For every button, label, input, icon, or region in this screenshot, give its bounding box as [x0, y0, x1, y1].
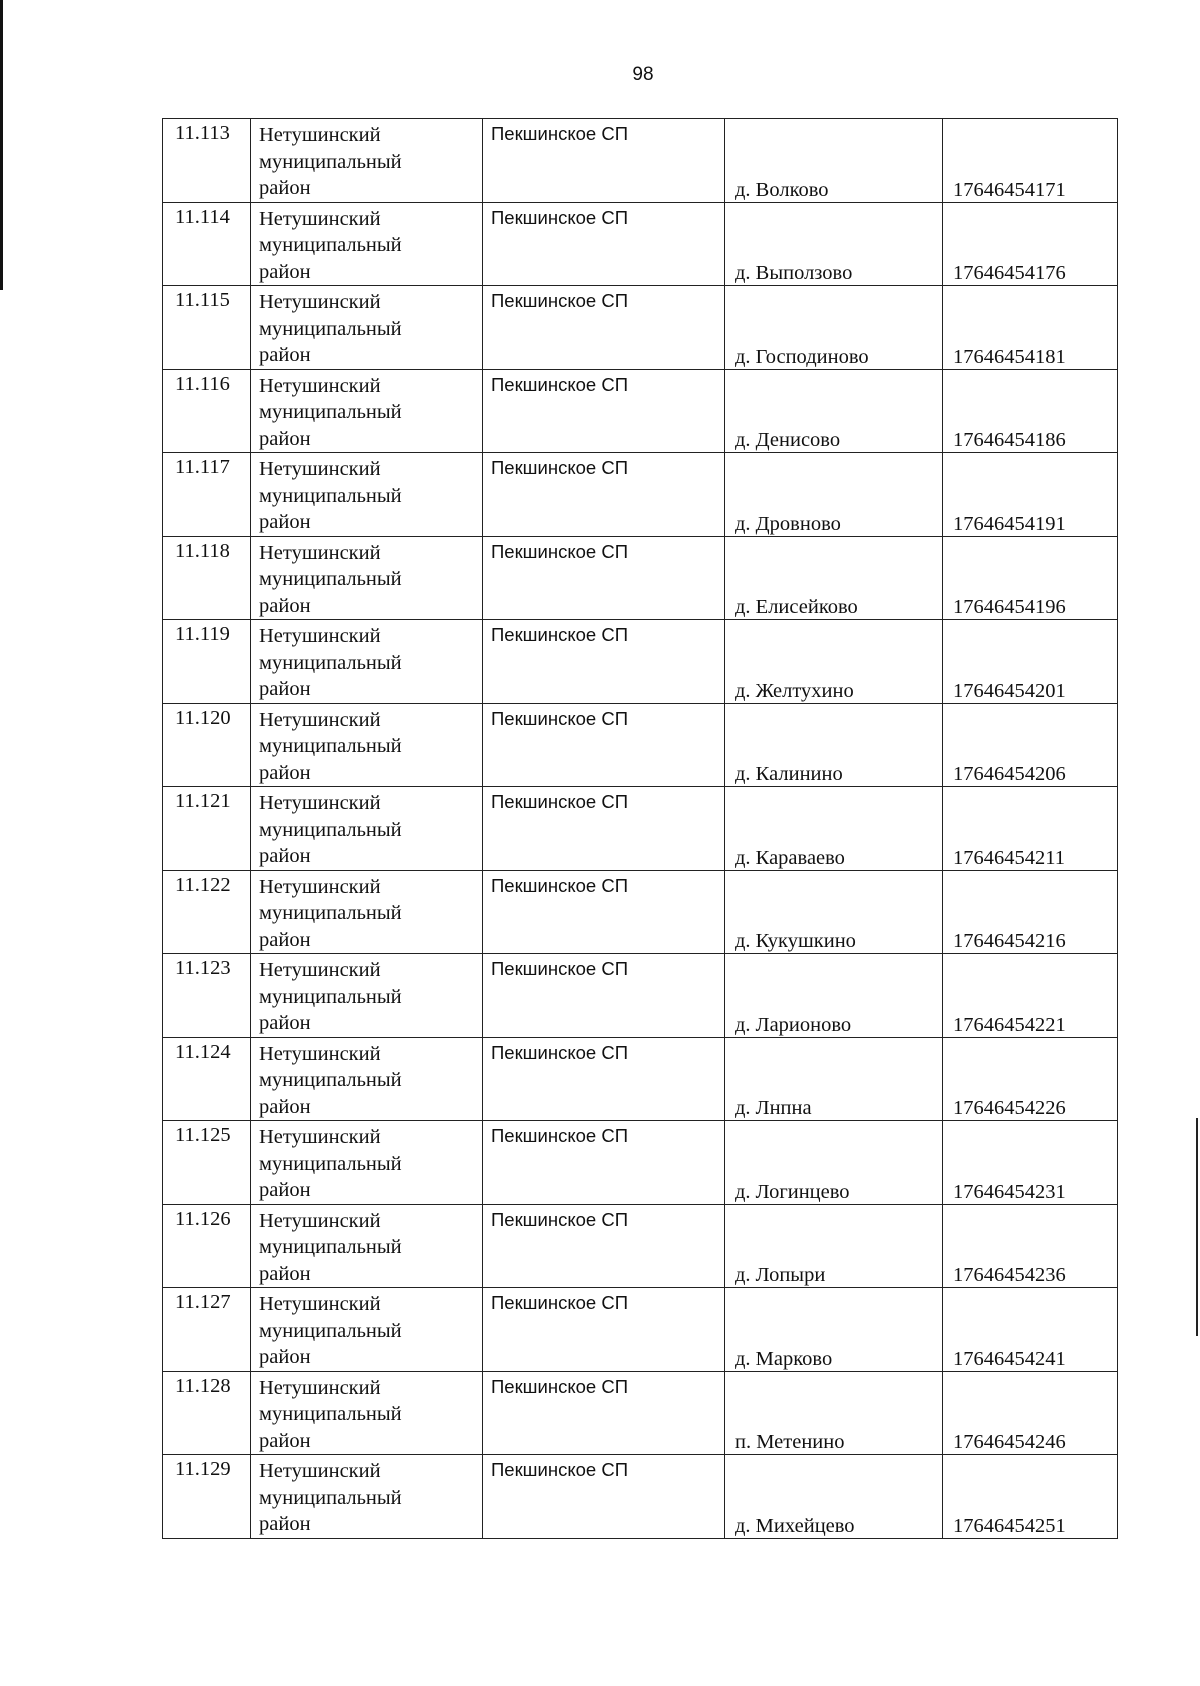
district-name-line: Нетушинский	[259, 1209, 381, 1232]
district-cell	[251, 286, 483, 370]
district-name-line: Нетушинский	[259, 875, 381, 898]
district-name-line: муниципальный	[259, 568, 402, 590]
oktmo-code: 17646454206	[953, 763, 1066, 785]
district-name	[251, 119, 482, 202]
settlement-name: Пекшинское СП	[491, 1459, 628, 1480]
district-name-line: Нетушинский	[259, 458, 381, 480]
district-name-line: район	[259, 1262, 311, 1285]
district-name-line: Нетушинский	[259, 541, 381, 564]
district-name-line: район	[259, 177, 311, 199]
district-name	[251, 286, 482, 369]
row-number: 11.124	[175, 1040, 231, 1063]
table-row	[163, 1204, 1118, 1288]
district-name	[251, 370, 482, 453]
settlement-name: Пекшинское СП	[491, 1125, 628, 1146]
oktmo-code-cell	[943, 202, 1118, 286]
district-name-line: район	[259, 1429, 311, 1452]
district-cell	[251, 787, 483, 871]
locality-cell	[725, 1204, 943, 1288]
locality-name: д. Калинино	[735, 763, 843, 785]
locality-cell	[725, 119, 943, 203]
district-name-line: муниципальный	[259, 484, 402, 507]
oktmo-code-cell	[943, 1455, 1118, 1539]
settlement-cell	[483, 202, 725, 286]
oktmo-code: 17646454191	[953, 512, 1066, 535]
district-name-line: муниципальный	[259, 317, 402, 340]
locality-cell	[725, 1371, 943, 1455]
row-number-cell	[163, 620, 251, 704]
row-number: 11.119	[175, 623, 230, 645]
settlement-name: Пекшинское СП	[491, 874, 628, 896]
oktmo-code: 17646454251	[953, 1514, 1066, 1537]
row-number-cell	[163, 1037, 251, 1121]
table-row	[163, 369, 1118, 453]
settlement-cell	[483, 453, 725, 537]
row-number-cell	[163, 1288, 251, 1372]
row-number: 11.128	[175, 1374, 231, 1397]
settlement-name: Пекшинское СП	[491, 1292, 628, 1313]
district-name-line: район	[259, 1179, 311, 1201]
settlement-name: Пекшинское СП	[491, 290, 628, 311]
oktmo-code: 17646454176	[953, 262, 1066, 284]
oktmo-code: 17646454221	[953, 1013, 1066, 1036]
oktmo-code-cell	[943, 620, 1118, 704]
district-name	[251, 203, 482, 286]
district-name	[251, 1038, 482, 1121]
table-row	[163, 870, 1118, 954]
district-name-line: Нетушинский	[259, 207, 381, 230]
district-name-line: муниципальный	[259, 1069, 402, 1091]
district-name-line: муниципальный	[259, 735, 402, 757]
locality-name: д. Марково	[735, 1347, 833, 1370]
district-name-line: муниципальный	[259, 985, 402, 1008]
district-cell	[251, 536, 483, 620]
district-name-line: муниципальный	[259, 1403, 402, 1425]
table-row	[163, 703, 1118, 787]
table-row	[163, 1121, 1118, 1205]
district-name-line: район	[259, 928, 311, 951]
oktmo-code: 17646454196	[953, 596, 1066, 618]
oktmo-code-cell	[943, 954, 1118, 1038]
oktmo-code-cell	[943, 119, 1118, 203]
locality-registry-table	[162, 118, 1118, 1539]
row-number: 11.122	[175, 873, 231, 896]
oktmo-code: 17646454236	[953, 1264, 1066, 1286]
row-number-cell	[163, 870, 251, 954]
settlement-cell	[483, 703, 725, 787]
locality-cell	[725, 703, 943, 787]
locality-cell	[725, 536, 943, 620]
locality-cell	[725, 453, 943, 537]
scan-edge-mark	[0, 0, 3, 290]
district-name	[251, 1205, 482, 1288]
locality-name: д. Лнпна	[735, 1097, 812, 1119]
district-name	[251, 1121, 482, 1204]
district-cell	[251, 1204, 483, 1288]
page-number: 98	[632, 64, 654, 85]
table-row	[163, 286, 1118, 370]
district-name-line: Нетушинский	[259, 708, 381, 731]
row-number-cell	[163, 202, 251, 286]
oktmo-code-cell	[943, 703, 1118, 787]
oktmo-code: 17646454186	[953, 429, 1066, 451]
settlement-cell	[483, 954, 725, 1038]
district-name-line: Нетушинский	[259, 291, 381, 313]
row-number-cell	[163, 1455, 251, 1539]
district-name-line: район	[259, 1012, 311, 1034]
district-name-line: район	[259, 511, 311, 533]
locality-cell	[725, 870, 943, 954]
oktmo-code: 17646454201	[953, 679, 1066, 702]
locality-cell	[725, 954, 943, 1038]
row-number-cell	[163, 453, 251, 537]
district-cell	[251, 119, 483, 203]
oktmo-code-cell	[943, 286, 1118, 370]
district-name	[251, 537, 482, 620]
settlement-cell	[483, 1037, 725, 1121]
row-number: 11.116	[175, 372, 230, 395]
district-cell	[251, 1371, 483, 1455]
settlement-cell	[483, 1288, 725, 1372]
row-number-cell	[163, 703, 251, 787]
settlement-cell	[483, 119, 725, 203]
oktmo-code: 17646454216	[953, 930, 1066, 952]
district-name-line: Нетушинский	[259, 124, 381, 146]
district-name	[251, 704, 482, 787]
table-row	[163, 536, 1118, 620]
district-name-line: район	[259, 260, 311, 283]
district-name-line: район	[259, 1346, 311, 1368]
district-cell	[251, 1037, 483, 1121]
oktmo-code-cell	[943, 369, 1118, 453]
settlement-cell	[483, 620, 725, 704]
locality-name: п. Метенино	[735, 1431, 845, 1453]
oktmo-code: 17646454231	[953, 1180, 1066, 1203]
district-name-line: район	[259, 427, 311, 450]
district-name	[251, 871, 482, 954]
locality-cell	[725, 202, 943, 286]
table-row	[163, 787, 1118, 871]
settlement-cell	[483, 536, 725, 620]
district-name	[251, 1455, 482, 1538]
district-name-line: муниципальный	[259, 401, 402, 423]
district-name-line: муниципальный	[259, 234, 402, 256]
district-cell	[251, 870, 483, 954]
row-number: 11.115	[175, 289, 230, 311]
table-row	[163, 1037, 1118, 1121]
oktmo-code-cell	[943, 536, 1118, 620]
oktmo-code: 17646454226	[953, 1097, 1066, 1119]
settlement-name: Пекшинское СП	[491, 206, 628, 228]
row-number: 11.126	[175, 1207, 231, 1230]
district-cell	[251, 620, 483, 704]
locality-cell	[725, 286, 943, 370]
settlement-name: Пекшинское СП	[491, 1208, 628, 1230]
locality-cell	[725, 1121, 943, 1205]
oktmo-code-cell	[943, 1371, 1118, 1455]
oktmo-code-cell	[943, 870, 1118, 954]
district-name	[251, 453, 482, 536]
settlement-name: Пекшинское СП	[491, 791, 628, 812]
settlement-cell	[483, 1204, 725, 1288]
row-number: 11.114	[175, 205, 230, 228]
oktmo-code: 17646454171	[953, 178, 1066, 201]
district-name-line: муниципальный	[259, 150, 402, 173]
settlement-cell	[483, 1121, 725, 1205]
settlement-name: Пекшинское СП	[491, 457, 628, 478]
district-name-line: Нетушинский	[259, 1293, 381, 1315]
district-cell	[251, 954, 483, 1038]
scan-edge-mark-right	[1196, 1118, 1198, 1336]
table-row	[163, 1288, 1118, 1372]
oktmo-code: 17646454181	[953, 345, 1066, 368]
row-number: 11.127	[175, 1291, 231, 1313]
district-name-line: муниципальный	[259, 1152, 402, 1175]
district-name-line: район	[259, 1095, 311, 1118]
table-row	[163, 1371, 1118, 1455]
district-name-line: муниципальный	[259, 1486, 402, 1509]
table-row	[163, 1455, 1118, 1539]
row-number: 11.125	[175, 1124, 231, 1146]
district-cell	[251, 202, 483, 286]
district-cell	[251, 703, 483, 787]
district-name-line: муниципальный	[259, 1319, 402, 1342]
oktmo-code-cell	[943, 1204, 1118, 1288]
oktmo-code: 17646454246	[953, 1431, 1066, 1453]
locality-cell	[725, 620, 943, 704]
district-name-line: Нетушинский	[259, 625, 381, 647]
district-name-line: Нетушинский	[259, 792, 381, 814]
settlement-cell	[483, 369, 725, 453]
row-number-cell	[163, 286, 251, 370]
row-number-cell	[163, 536, 251, 620]
locality-name: д. Ларионово	[735, 1013, 852, 1036]
district-cell	[251, 369, 483, 453]
locality-cell	[725, 1455, 943, 1539]
district-name	[251, 954, 482, 1037]
oktmo-code: 17646454241	[953, 1347, 1066, 1370]
locality-name: д. Кукушкино	[735, 930, 856, 952]
row-number: 11.121	[175, 790, 231, 812]
district-name	[251, 787, 482, 870]
district-name-line: Нетушинский	[259, 959, 381, 981]
locality-cell	[725, 1288, 943, 1372]
district-name-line: Нетушинский	[259, 1042, 381, 1065]
table-row	[163, 453, 1118, 537]
district-name-line: район	[259, 761, 311, 784]
district-name-line: муниципальный	[259, 1236, 402, 1258]
settlement-cell	[483, 1455, 725, 1539]
locality-name: д. Господиново	[735, 345, 869, 368]
district-name-line: район	[259, 845, 311, 867]
locality-name: д. Елисейково	[735, 596, 858, 618]
district-name	[251, 1372, 482, 1455]
row-number-cell	[163, 119, 251, 203]
district-cell	[251, 1288, 483, 1372]
settlement-name: Пекшинское СП	[491, 958, 628, 979]
oktmo-code-cell	[943, 1288, 1118, 1372]
district-name-line: район	[259, 344, 311, 366]
oktmo-code: 17646454211	[953, 846, 1065, 869]
row-number: 11.117	[175, 456, 230, 478]
settlement-cell	[483, 787, 725, 871]
table-row	[163, 954, 1118, 1038]
district-cell	[251, 1455, 483, 1539]
settlement-name: Пекшинское СП	[491, 624, 628, 645]
settlement-name: Пекшинское СП	[491, 123, 628, 144]
oktmo-code-cell	[943, 787, 1118, 871]
row-number: 11.120	[175, 706, 231, 729]
district-name-line: Нетушинский	[259, 1460, 381, 1482]
locality-name: д. Денисово	[735, 429, 841, 451]
district-name-line: муниципальный	[259, 902, 402, 924]
row-number-cell	[163, 1371, 251, 1455]
settlement-name: Пекшинское СП	[491, 540, 628, 562]
locality-name: д. Лопыри	[735, 1264, 826, 1286]
district-name	[251, 620, 482, 703]
district-name-line: Нетушинский	[259, 1126, 381, 1148]
locality-name: д. Волково	[735, 178, 829, 201]
table-row	[163, 620, 1118, 704]
locality-name: д. Караваево	[735, 846, 845, 869]
settlement-name: Пекшинское СП	[491, 373, 628, 395]
row-number-cell	[163, 954, 251, 1038]
table-row	[163, 202, 1118, 286]
locality-name: д. Желтухино	[735, 679, 854, 702]
settlement-name: Пекшинское СП	[491, 707, 628, 729]
district-name-line: муниципальный	[259, 651, 402, 674]
locality-name: д. Выползово	[735, 262, 853, 284]
row-number-cell	[163, 369, 251, 453]
district-cell	[251, 1121, 483, 1205]
locality-name: д. Михейцево	[735, 1514, 855, 1537]
settlement-name: Пекшинское СП	[491, 1375, 628, 1397]
table-row	[163, 119, 1118, 203]
district-name-line: район	[259, 678, 311, 700]
district-name-line: Нетушинский	[259, 1376, 381, 1399]
district-name	[251, 1288, 482, 1371]
row-number: 11.129	[175, 1458, 231, 1480]
district-name-line: Нетушинский	[259, 374, 381, 397]
locality-name: д. Дровново	[735, 512, 841, 535]
district-cell	[251, 453, 483, 537]
locality-cell	[725, 1037, 943, 1121]
district-name-line: муниципальный	[259, 818, 402, 841]
row-number-cell	[163, 1204, 251, 1288]
district-name-line: район	[259, 594, 311, 617]
locality-name: д. Логинцево	[735, 1180, 850, 1203]
district-name-line: район	[259, 1513, 311, 1535]
row-number-cell	[163, 787, 251, 871]
locality-cell	[725, 369, 943, 453]
settlement-name: Пекшинское СП	[491, 1041, 628, 1063]
settlement-cell	[483, 1371, 725, 1455]
row-number-cell	[163, 1121, 251, 1205]
oktmo-code-cell	[943, 1037, 1118, 1121]
row-number: 11.113	[175, 122, 230, 144]
row-number: 11.123	[175, 957, 231, 979]
settlement-cell	[483, 286, 725, 370]
oktmo-code-cell	[943, 1121, 1118, 1205]
locality-cell	[725, 787, 943, 871]
registry-table-body	[163, 119, 1118, 1539]
settlement-cell	[483, 870, 725, 954]
row-number: 11.118	[175, 539, 230, 562]
oktmo-code-cell	[943, 453, 1118, 537]
